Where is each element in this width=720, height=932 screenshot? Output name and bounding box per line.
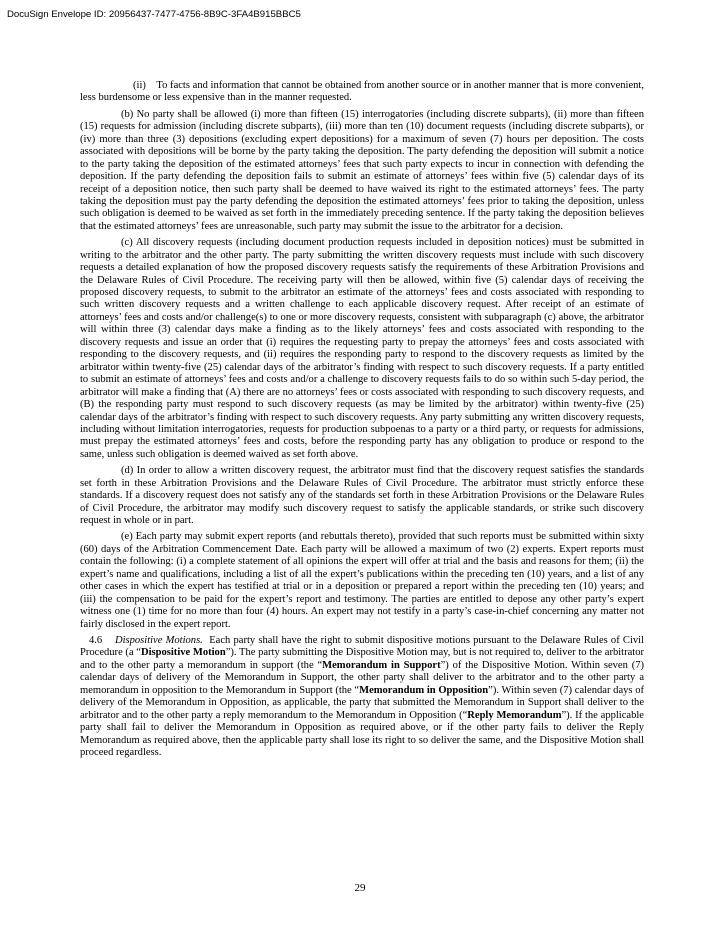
paragraph-c: (c) All discovery requests (including document production requests included in deposition notices) must be submitted in writing to the arbitrator and the other party. The party submitting the written discovery requests must include with such discovery requests a detailed explanation of how the proposed discovery requests satisfy the requirements of these Arbitration Provisions and the Delaware Rules of Civil Procedure. The receiving party will then be allowed, within five (5) calendar days of receiving the proposed discovery requests, to submit to the arbitrator an estimate of the attorneys’ fees and costs associated with responding to such written discovery requests and a written challenge to each applicable discovery request. After receipt of an estimate of attorneys’ fees and costs and/or challenge(s) to one or more discovery requests, consistent with subparagraph (c) above, the arbitrator will within three (3) calendar days make a finding as to the likely attorneys’ fees and costs associated with responding to the discovery requests and issue an order that (i) requires the requesting party to prepay the attorneys’ fees and costs associated with responding to the discovery requests, and (ii) requires the responding party to respond to the discovery requests as limited by the arbitrator within twenty-five (25) calendar days of the arbitrator’s finding with respect to such discovery requests. If a party entitled to submit an estimate of attorneys’ fees and costs and/or a challenge to discovery requests fails to do so within such 5-day period, the arbitrator will make a finding that (A) there are no attorneys’ fees or costs associated with responding to such discovery requests, and (B) the responding party must respond to such discovery requests (as may be limited by the arbitrator) within twenty-five (25) calendar days of the arbitrator’s finding with respect to such discovery requests. Any party submitting any written discovery requests, including without limitation interrogatories, requests for production subpoenas to a party or a third party, or requests for admissions, must prepay the estimated attorneys’ fees and costs, before the responding party has any obligation to produce or respond to the same, unless such obligation is deemed waived as set forth above. bbox=[80, 237, 644, 460]
document-body bbox=[80, 80, 644, 763]
paragraph-ii: (ii) To facts and information that cannot be obtained from another source or in another manner that is more convenient, less burdensome or less expensive than in the manner requested. bbox=[80, 80, 644, 104]
defined-term-memorandum-in-support: Memorandum in Support bbox=[322, 659, 441, 671]
defined-term-memorandum-in-opposition: Memorandum in Opposition bbox=[359, 684, 489, 696]
section-heading: Dispositive Motions. bbox=[114, 634, 203, 646]
docusign-envelope-header: DocuSign Envelope ID: 20956437-7477-4756-8B9C-3FA4B915BBC5 bbox=[7, 9, 301, 20]
section-4-6 bbox=[80, 635, 644, 760]
paragraph-b: (b) No party shall be allowed (i) more than fifteen (15) interrogatories (including discrete subparts), (ii) more than fifteen (15) requests for admission (including discrete subparts), (iii) more than ten (10) document requests (including discrete subparts), or (iv) more than three (3) depositions (excluding expert depositions) for a maximum of seven (7) hours per deposition. The costs associated with depositions will be borne by the party taking the deposition. The party defending the deposition will submit a notice to the party taking the deposition of the estimated attorneys’ fees that such party expects to incur in connection with defending the deposition. If the party defending the deposition fails to submit an estimate of attorneys’ fees within five (5) calendar days of its receipt of a deposition notice, then such party shall be deemed to have waived its right to the estimated attorneys’ fees. The party taking the deposition must pay the party defending the deposition the estimated attorneys’ fees prior to taking the deposition, unless such obligation is deemed to be waived as set forth in the immediately preceding sentence. If the party taking the deposition believes that the estimated attorneys’ fees are unreasonable, such party may submit the issue to the arbitrator for a decision. bbox=[80, 108, 644, 232]
section-text-5: ”). If the applicable party shall fail to deliver the Memorandum in Opposition as required above, or if the other party fails to deliver the Reply Memorandum as required above, then the applicable party shall lose its right to so deliver the same, and the Dispositive Motion shall proceed regardless. bbox=[80, 709, 644, 759]
section-text-1: Each party shall have the right to submit dispositive motions pursuant to the Delaware Rules of Civil Procedure (a “ bbox=[80, 634, 645, 659]
defined-term-dispositive-motion: Dispositive Motion bbox=[140, 647, 226, 659]
paragraph-d: (d) In order to allow a written discovery request, the arbitrator must find that the discovery request satisfies the standards set forth in these Arbitration Provisions and the Delaware Rules of Civil Procedure. The arbitrator must strictly enforce these standards. If a discovery request does not satisfy any of the standards set forth in these Arbitration Provisions or the Delaware Rules of Civil Procedure, the arbitrator may modify such discovery request to satisfy the applicable standards, or strike such discovery request in whole or in part. bbox=[80, 465, 644, 527]
section-text-3: ”) of the Dispositive Motion. Within seven (7) calendar days of delivery of the Memorandum in Support, the other party shall deliver to the arbitrator and to the other party a memorandum in opposition to the Memorandum in Support (the “ bbox=[80, 659, 644, 696]
section-text-4: ”). Within seven (7) calendar days of delivery of the Memorandum in Opposition, as applicable, the party that submitted the Memorandum in Support shall deliver to the arbitrator and to the other party a reply memorandum to the Memorandum in Opposition (“ bbox=[80, 684, 644, 721]
paragraph-e: (e) Each party may submit expert reports (and rebuttals thereto), provided that such reports must be submitted within sixty (60) days of the Arbitration Commencement Date. Each party will be allowed a maximum of two (2) experts. Expert reports must contain the following: (i) a complete statement of all opinions the expert will offer at trial and the basis and reasons for them; (ii) the expert’s name and qualifications, including a list of all the expert’s publications within the preceding ten (10) years, and a list of any other cases in which the expert has testified at trial or in a deposition or prepared a report within the preceding ten (10) years; and (iii) the compensation to be paid for the expert’s report and testimony. The parties are entitled to depose any other party’s expert witness one (1) time for no more than four (4) hours. An expert may not testify in a party’s case-in-chief concerning any matter not fairly disclosed in the expert report. bbox=[80, 531, 644, 630]
page-number: 29 bbox=[354, 882, 366, 894]
defined-term-reply-memorandum: Reply Memorandum bbox=[467, 709, 562, 721]
section-number: 4.6 bbox=[89, 634, 103, 646]
section-text-2: ”). The party submitting the Dispositive Motion may, but is not required to, deliver to the arbitrator and to the other party a memorandum in support (the “ bbox=[80, 647, 645, 671]
